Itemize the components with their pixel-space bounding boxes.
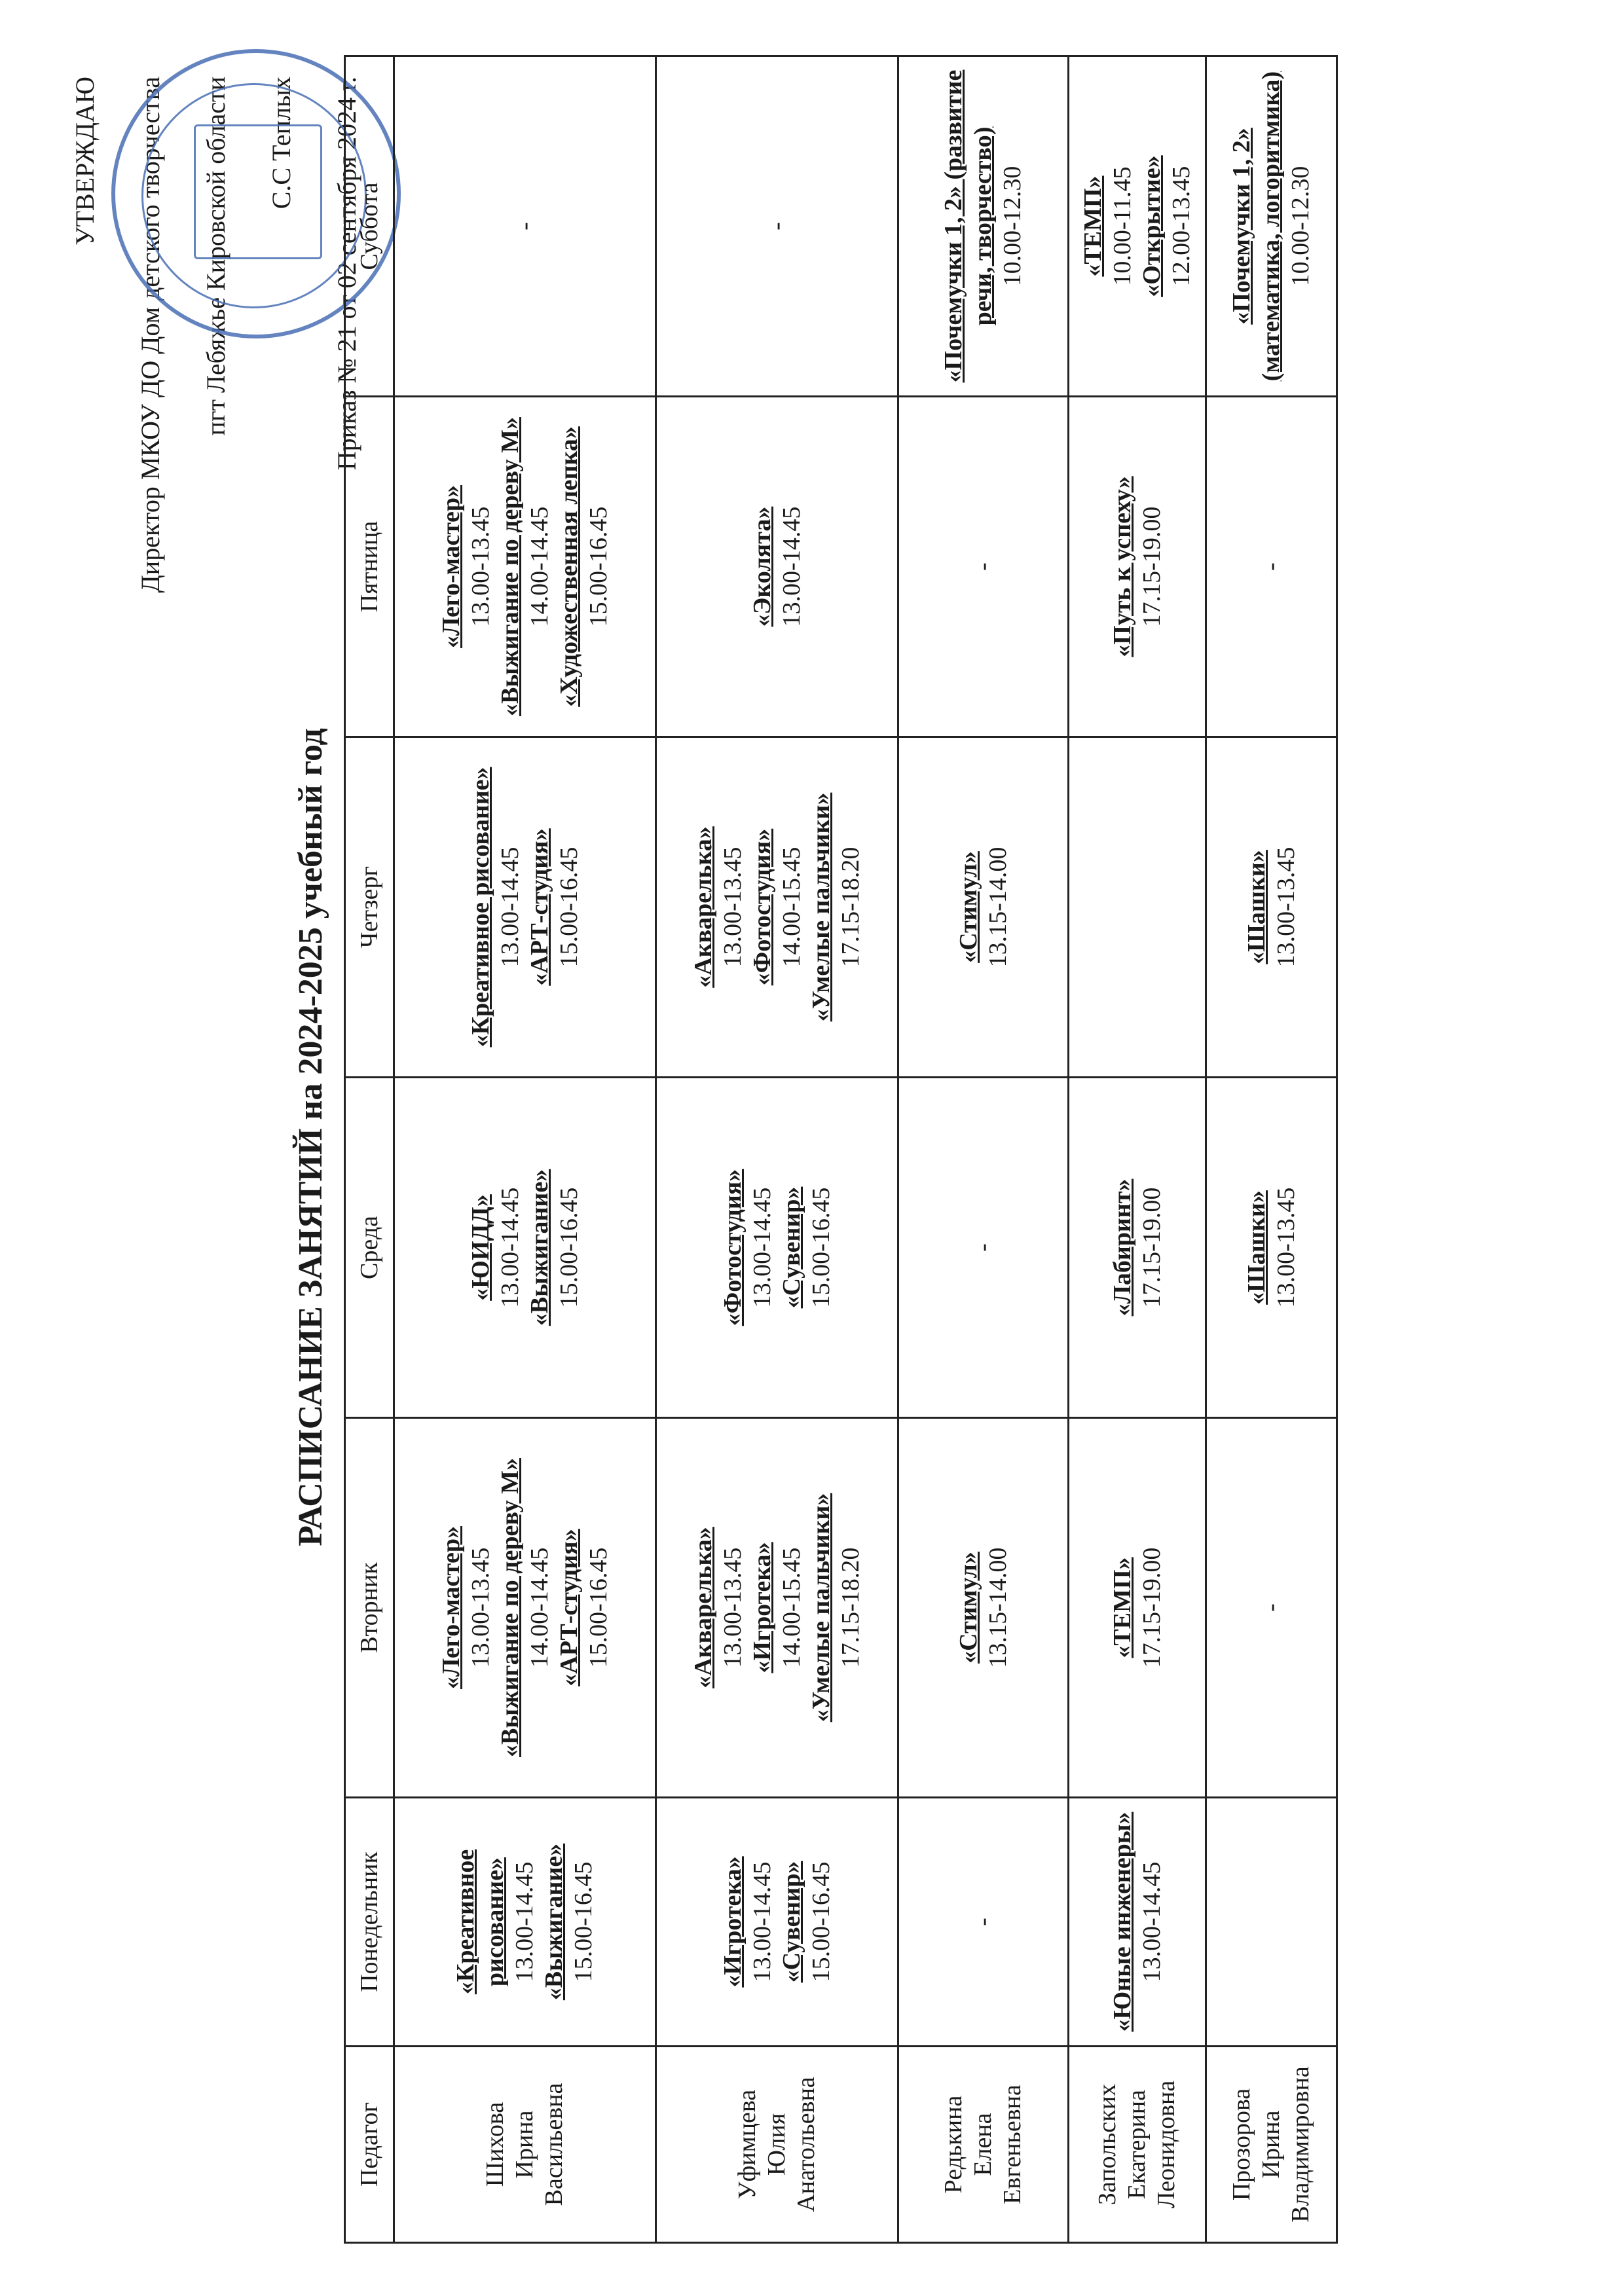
schedule-cell-wed xyxy=(394,1078,656,1418)
course-time: 15.00-16.45 xyxy=(584,1547,612,1668)
course-name: «Стимул» xyxy=(954,1552,982,1664)
schedule-cell-fri xyxy=(1206,397,1337,737)
teacher-name: Шихова Ирина Васильевна xyxy=(394,2047,656,2243)
course-name: «Эколята» xyxy=(748,506,776,627)
empty-marker: - xyxy=(969,562,997,571)
course-name: «Шашки» xyxy=(1242,1190,1270,1305)
course-name: «Фотостудия» xyxy=(718,1169,747,1326)
schedule-cell-mon xyxy=(394,1798,656,2047)
schedule-cell-sat xyxy=(1206,56,1337,397)
course-time: 13.00-14.45 xyxy=(511,1861,538,1982)
approval-line-5: Приказ № 21 от 02 сентября 2024 г. xyxy=(332,77,361,471)
schedule-cell-fri xyxy=(656,397,898,737)
course-name: «Фотостудия» xyxy=(748,828,776,986)
schedule-cell-tue xyxy=(394,1418,656,1798)
schedule-cell-mon xyxy=(1069,1798,1206,2047)
course-name: «Выжигание» xyxy=(540,1843,568,2001)
course-name: «Умелые пальчики» xyxy=(807,1493,835,1722)
course-name: «ЮИДД» xyxy=(466,1194,494,1301)
course-time: 13.00-13.45 xyxy=(1272,1187,1300,1308)
course-name: «Сувенир» xyxy=(777,1186,805,1309)
header-wednesday: Среда xyxy=(345,1078,394,1418)
course-name: «Почемучки 1, 2» (развитие речи, творчество) xyxy=(940,69,997,383)
schedule-body xyxy=(394,56,1337,2243)
schedule-cell-tue xyxy=(656,1418,898,1798)
empty-marker: - xyxy=(1257,562,1285,571)
approval-line-4: С.С Теплых xyxy=(267,77,296,210)
empty-marker: - xyxy=(763,222,790,230)
course-time: 13.00-13.45 xyxy=(718,847,747,968)
schedule-cell-fri xyxy=(898,397,1069,737)
course-name: «Лабиринт» xyxy=(1108,1178,1136,1317)
course-time: 13.00-14.45 xyxy=(748,1187,776,1308)
course-name: «Стимул» xyxy=(954,851,982,963)
course-time: 14.00-15.45 xyxy=(777,1547,805,1668)
course-name: «Художественная лепка» xyxy=(555,426,583,707)
page-title: РАСПИСАНИЕ ЗАНЯТИЙ на 2024-2025 учебный год xyxy=(292,728,329,1546)
schedule-cell-sat xyxy=(898,56,1069,397)
schedule-cell-mon xyxy=(656,1798,898,2047)
course-time: 17.15-19.00 xyxy=(1137,1547,1166,1668)
course-time: 12.00-13.45 xyxy=(1167,166,1195,287)
course-name: «Шашки» xyxy=(1242,850,1270,964)
course-name: «Сувенир» xyxy=(777,1861,805,1983)
course-name: «Лего-мастер» xyxy=(437,484,465,649)
schedule-cell-wed xyxy=(1206,1078,1337,1418)
empty-marker: - xyxy=(969,1243,997,1252)
header-tuesday: Вторник xyxy=(345,1418,394,1798)
schedule-cell-sat xyxy=(394,56,656,397)
course-name: «Выжигание по дереву М» xyxy=(496,1458,524,1757)
course-time: 15.00-16.45 xyxy=(807,1187,835,1308)
course-time: 17.15-19.00 xyxy=(1137,506,1166,627)
table-row xyxy=(394,56,656,2243)
header-saturday: Суббота xyxy=(345,56,394,397)
course-name: «Лего-мастер» xyxy=(437,1525,465,1690)
empty-marker: - xyxy=(1257,1603,1285,1612)
empty-marker: - xyxy=(969,1918,997,1926)
course-time: 15.00-16.45 xyxy=(584,506,612,627)
approval-line-3: пгт Лебяжье Кировской области xyxy=(201,77,231,436)
schedule-cell-tue xyxy=(898,1418,1069,1798)
table-row xyxy=(1069,56,1206,2243)
course-time: 13.00-13.45 xyxy=(466,506,494,627)
course-name: «Креативное рисование» xyxy=(452,1849,509,1995)
schedule-cell-wed xyxy=(656,1078,898,1418)
schedule-cell-thu xyxy=(898,737,1069,1078)
header-thursday: Четзерг xyxy=(345,737,394,1078)
course-name: «ТЕМП» xyxy=(1108,1557,1136,1658)
course-name: «Выжигание по дереву М» xyxy=(496,417,524,716)
course-name: «Игротека» xyxy=(718,1856,747,1988)
course-time: 17.15-18.20 xyxy=(836,847,864,968)
course-name: «Путь к успеху» xyxy=(1108,476,1136,657)
course-time: 15.00-16.45 xyxy=(555,847,583,968)
schedule-cell-tue xyxy=(1069,1418,1206,1798)
course-time: 17.15-18.20 xyxy=(836,1547,864,1668)
header-monday: Понедельник xyxy=(345,1798,394,2047)
course-time: 14.00-15.45 xyxy=(777,847,805,968)
course-time: 13.00-14.45 xyxy=(748,1861,776,1982)
schedule-cell-thu xyxy=(394,737,656,1078)
schedule-cell-fri xyxy=(394,397,656,737)
course-time: 10.00-11.45 xyxy=(1108,166,1136,286)
table-header-row xyxy=(345,56,394,2243)
course-time: 13.00-13.45 xyxy=(718,1547,747,1668)
schedule-cell-tue xyxy=(1206,1418,1337,1798)
course-time: 14.00-14.45 xyxy=(525,506,553,627)
header-teacher: Педагог xyxy=(345,2047,394,2243)
course-time: 13.00-14.45 xyxy=(496,847,524,968)
course-time: 15.00-16.45 xyxy=(570,1861,597,1982)
empty-marker: - xyxy=(511,222,538,230)
course-name: «Юные инженеры» xyxy=(1108,1812,1136,2032)
schedule-cell-thu xyxy=(1069,737,1206,1078)
course-time: 10.00-12.30 xyxy=(999,166,1026,287)
course-name: «Открытие» xyxy=(1137,155,1166,297)
schedule-cell-fri xyxy=(1069,397,1206,737)
schedule-cell-thu xyxy=(656,737,898,1078)
teacher-name: Уфимцева Юлия Анатольевна xyxy=(656,2047,898,2243)
schedule-cell-wed xyxy=(898,1078,1069,1418)
course-name: «ТЕМП» xyxy=(1079,175,1107,277)
schedule-cell-mon xyxy=(898,1798,1069,2047)
schedule-cell-mon xyxy=(1206,1798,1337,2047)
course-time: 13.15-14.00 xyxy=(984,1547,1012,1668)
course-time: 13.00-14.45 xyxy=(496,1187,524,1308)
table-row xyxy=(1206,56,1337,2243)
course-name: «Выжигание» xyxy=(525,1169,553,1326)
course-name: «АРТ-студия» xyxy=(555,1529,583,1686)
course-time: 15.00-16.45 xyxy=(807,1861,835,1982)
course-name: «Акварелька» xyxy=(689,826,717,988)
schedule-table xyxy=(344,55,1338,2244)
table-row xyxy=(898,56,1069,2243)
teacher-name: Запольских Екатерина Леонидовна xyxy=(1069,2047,1206,2243)
schedule-cell-sat xyxy=(1069,56,1206,397)
course-name: «Игротека» xyxy=(748,1542,776,1673)
teacher-name: Прозорова Ирина Владимировна xyxy=(1206,2047,1337,2243)
course-name: «Акварелька» xyxy=(689,1527,717,1688)
course-time: 17.15-19.00 xyxy=(1137,1187,1166,1308)
approval-line-2: Директор МКОУ ДО Дом детского творчества xyxy=(136,77,165,593)
schedule-cell-sat xyxy=(656,56,898,397)
course-name: «АРТ-студия» xyxy=(525,828,553,986)
course-time: 13.00-14.45 xyxy=(777,506,805,627)
course-name: «Умелые пальчики» xyxy=(807,792,835,1022)
header-friday: Пятница xyxy=(345,397,394,737)
course-time: 10.00-12.30 xyxy=(1287,166,1314,287)
course-name: «Креативное рисование» xyxy=(466,767,494,1048)
course-time: 14.00-14.45 xyxy=(525,1547,553,1668)
table-row xyxy=(656,56,898,2243)
course-time: 15.00-16.45 xyxy=(555,1187,583,1308)
schedule-cell-thu xyxy=(1206,737,1337,1078)
course-time: 13.00-14.45 xyxy=(1137,1861,1166,1982)
course-name: «Почемучки 1, 2» (математика, логоритмика) xyxy=(1228,71,1285,382)
teacher-name: Редькина Елена Евгеньевна xyxy=(898,2047,1069,2243)
course-time: 13.00-13.45 xyxy=(1272,847,1300,968)
course-time: 13.00-13.45 xyxy=(466,1547,494,1668)
schedule-cell-wed xyxy=(1069,1078,1206,1418)
course-time: 13.15-14.00 xyxy=(984,847,1012,968)
approval-line-1: УТВЕРЖДАЮ xyxy=(70,77,100,246)
